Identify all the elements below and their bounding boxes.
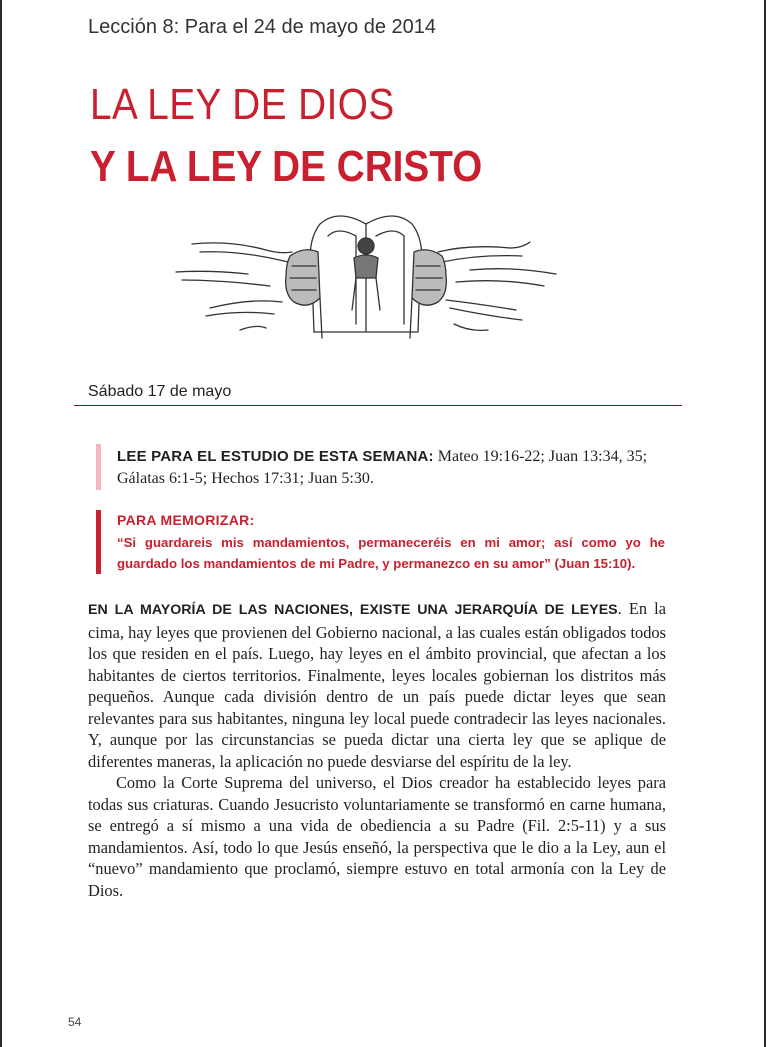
memorize-accent-bar: [96, 510, 101, 574]
reading-block: [96, 444, 666, 490]
title-line-1: LA LEY DE DIOS: [90, 80, 395, 129]
page-number: 54: [68, 1015, 82, 1029]
memorize-title: PARA MEMORIZAR:: [117, 512, 255, 528]
reading-lead: LEE PARA EL ESTUDIO DE ESTA SEMANA:: [117, 448, 434, 465]
day-label: Sábado 17 de mayo: [88, 383, 232, 400]
hands-holding-law-tablets-icon: [170, 206, 562, 346]
title-line-2: Y LA LEY DE CRISTO: [90, 142, 483, 191]
reading-references: Mateo 19:16-22; Juan 13:34, 35; Gálatas 6:1-5; Hechos 17:31; Juan 5:30.: [117, 448, 648, 487]
day-divider: [74, 405, 682, 406]
reading-accent-bar: [96, 444, 101, 490]
body-paragraph-1: [88, 598, 666, 772]
memorize-verse: “Si guardareis mis mandamientos, permaneceréis en mi amor; así como yo he guardado los mandamientos de mi Padre, y permanezco en su amor” (Juan 15:10).: [117, 535, 665, 571]
reading-text: [117, 446, 669, 490]
lesson-header: Lección 8: Para el 24 de mayo de 2014: [88, 16, 437, 38]
body-paragraph-1-text: . En la cima, hay leyes que provienen del Gobierno nacional, a las cuales están obligados todos los que residen en el país. Luego, hay leyes en el ámbito provincial, que afectan a los habitantes de ciertos territorios. Finalmente, leyes locales gobiernan los distritos más pequeños. Aunque cada división dentro de un país puede dictar leyes que sean relevantes para sus habitantes, ninguna ley local puede contradecir las leyes nacionales. Y, aunque por las circunstancias se pueda dictar una cierta ley que se aplique de diferentes maneras, la aplicación no puede desviarse del espíritu de la ley.: [88, 599, 666, 771]
body-paragraph-2: Como la Corte Suprema del universo, el Dios creador ha establecido leyes para todas sus criaturas. Cuando Jesucristo voluntariamente se transformó en carne humana, se entregó a sí mismo a una vida de obediencia a su Padre (Fil. 2:5-11) y a sus mandamientos. Así, todo lo que Jesús enseñó, la perspectiva que le dio a la Ley, aun el “nuevo” mandamiento que proclamó, siempre estuvo en total armonía con la Ley de Dios.: [88, 773, 666, 900]
lesson-body: [88, 598, 666, 901]
memorize-block: [96, 510, 666, 576]
body-lead: EN LA MAYORÍA DE LAS NACIONES, EXISTE UNA JERARQUÍA DE LEYES: [88, 602, 618, 618]
